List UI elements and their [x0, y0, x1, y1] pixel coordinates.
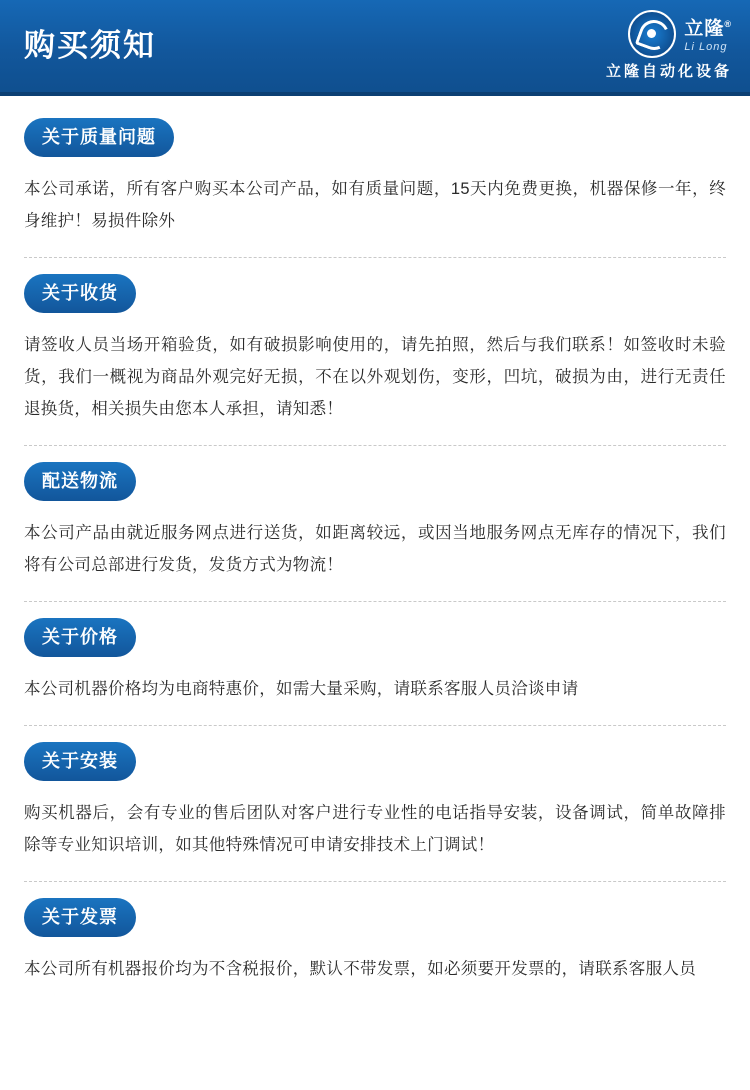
section-divider: [24, 881, 726, 882]
section-divider: [24, 601, 726, 602]
section-price: [24, 618, 726, 719]
section-logistics: [24, 462, 726, 595]
section-text-quality: 本公司承诺，所有客户购买本公司产品，如有质量问题，15天内免费更换，机器保修一年，终身维护！易损件除外: [24, 180, 726, 230]
section-divider: [24, 445, 726, 446]
section-quality: [24, 118, 726, 251]
section-text-receiving: 请签收人员当场开箱验货，如有破损影响使用的，请先拍照，然后与我们联系！如签收时未验货，我们一概视为商品外观完好无损，不在以外观划伤，变形，凹坑，破损为由，进行无责任退换货，相关损失由您本人承担，请知悉！: [24, 336, 726, 418]
section-receiving: [24, 274, 726, 439]
logo-name-en: Li Long: [684, 40, 728, 53]
section-invoice: [24, 898, 726, 999]
section-label-price: 关于价格: [24, 618, 136, 657]
logo-subtitle: 立隆自动化设备: [605, 63, 732, 80]
section-label-invoice: 关于发票: [24, 898, 136, 937]
logo-name-cn-wrap: [684, 14, 732, 39]
logo-name-cn: 立隆: [684, 18, 725, 40]
section-divider: [24, 257, 726, 258]
section-text-invoice: 本公司所有机器报价均为不含税报价，默认不带发票，如必须要开发票的，请联系客服人员: [24, 960, 696, 978]
company-logo: [462, 12, 732, 84]
section-label-installation: 关于安装: [24, 742, 136, 781]
section-text-price: 本公司机器价格均为电商特惠价，如需大量采购，请联系客服人员洽谈申请: [24, 680, 579, 698]
section-label-receiving: 关于收货: [24, 274, 136, 313]
page-title: 购买须知: [24, 28, 156, 63]
logo-trademark: ®: [724, 19, 732, 30]
section-text-installation: 购买机器后，会有专业的售后团队对客户进行专业性的电话指导安装，设备调试，简单故障排除等专业知识培训，如其他特殊情况可申请安排技术上门调试！: [24, 804, 726, 854]
logo-wordmark: [684, 14, 732, 53]
section-label-quality: 关于质量问题: [24, 118, 174, 157]
section-divider: [24, 725, 726, 726]
page-header: [0, 0, 750, 96]
spiral-logo-icon: [628, 10, 676, 58]
logo-row: [462, 12, 732, 56]
notice-content: [0, 96, 750, 999]
section-label-logistics: 配送物流: [24, 462, 136, 501]
section-text-logistics: 本公司产品由就近服务网点进行送货，如距离较远，或因当地服务网点无库存的情况下，我们将有公司总部进行发货，发货方式为物流！: [24, 524, 726, 574]
section-installation: [24, 742, 726, 875]
